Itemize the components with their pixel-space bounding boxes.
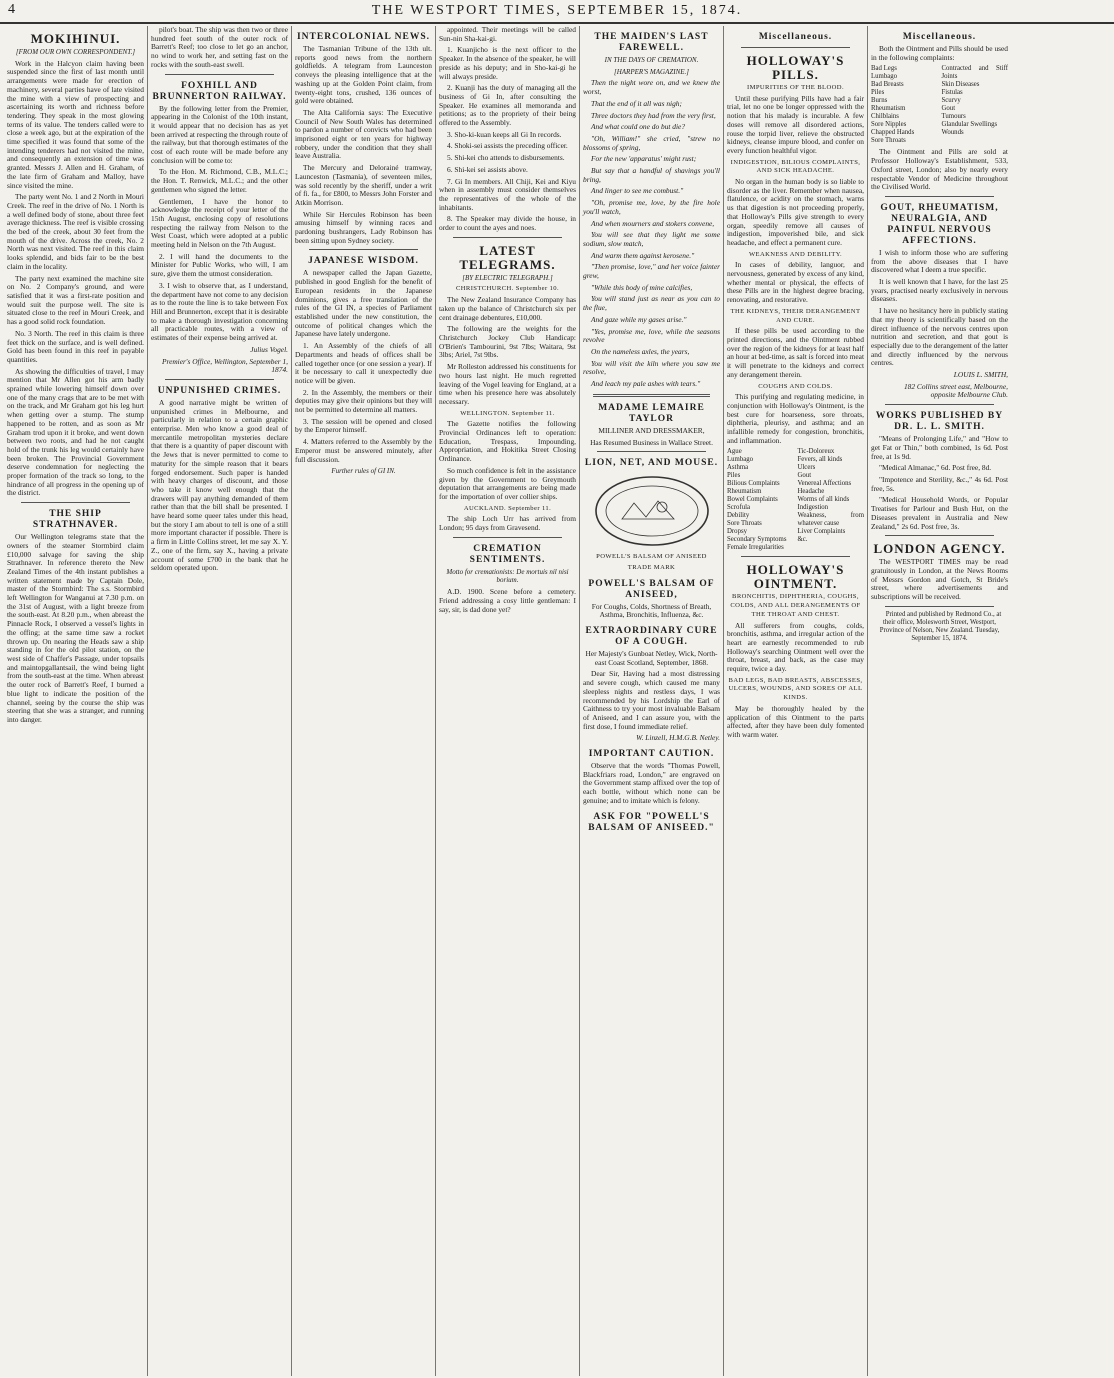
- advert-subheading: IMPURITIES OF THE BLOOD.: [746, 84, 845, 91]
- list-item: Scrofula: [727, 504, 751, 512]
- list-item: Sore Throats: [871, 137, 906, 145]
- poem-line: You will visit the kiln where you saw me resolve,: [583, 358, 720, 377]
- article-paragraph: The Tasmanian Tribune of the 13th ult. reports good news from the northern goldfields. A telegram from Launceston conveys the pleasing intelligence that at the washing up at the Golden Point claim, from twenty-eight tons, crushed, 136 ounces of gold were obtained.: [295, 44, 432, 106]
- advert-text: Her Majesty's Gunboat Netley, Wick, North-east Coast Scotland, September, 1868.: [585, 649, 718, 667]
- list-item: Indigestion: [797, 504, 829, 512]
- poem-line: "Oh, William!" she cried, "strew no blossoms of spring,: [583, 133, 720, 152]
- page-number: 4: [8, 2, 15, 17]
- list-item: Gout: [941, 105, 956, 113]
- advert-text: This purifying and regulating medicine, in conjunction with Holloway's Ointment, is the best cure for hoarseness, sore throats, diphtheria, pleurisy, and asthma; and an infallible remedy for congestion, bronchitis, and inflammation.: [727, 392, 864, 445]
- advert-text: Until these purifying Pills have had a fair trial, let no one be longer oppressed with the notion that his malady is incurable. A few doses will remove all disordered actions, rouse the torpid liver, relieve the obstructed kidneys, cleanse impure blood, and confer on every function healthful vigor.: [727, 93, 864, 155]
- poem-line: "Then promise, love," and her voice fainter grew,: [583, 262, 720, 281]
- poem-line: And leach my pale ashes with tears.": [591, 379, 701, 389]
- article-paragraph: Gentlemen, I have the honor to acknowledge the receipt of your letter of the 15th August, enclosing copy of resolutions respecting the railway from Nelson to the West Coast, which were adopted at a public meeting held in Nelson on the 7th August.: [151, 196, 288, 250]
- page-title: THE WESTPORT TIMES, SEPTEMBER 15, 1874.: [371, 3, 743, 18]
- section-heading: Miscellaneous.: [758, 32, 833, 42]
- advert-text: Both the Ointment and Pills should be used in the following complaints:: [871, 44, 1008, 62]
- list-item: Female Irregularities: [727, 544, 784, 552]
- list-item: Lumbago: [871, 73, 898, 81]
- article-subheading: Further rules of GI IN.: [331, 467, 396, 476]
- divider: [453, 537, 562, 538]
- advert-subheading: BRONCHITIS, DIPHTHERIA, COUGHS, COLDS, AND ALL DERANGEMENTS OF THE THROAT AND CHEST.: [730, 593, 861, 618]
- advert-text: No organ in the human body is so liable to disorder as the liver. Remember when nausea, flatulence, or acidity on the stomach, warns us that digestion is not proceeding properly, that Holloway's Pills give strength to every organ, speedily remove all causes of indigestion, impoverished bile, and sick headache, and effect a permanent cure.: [727, 177, 864, 247]
- poem-line: "Oh, promise me, love, by the fire hole you'll watch,: [583, 198, 720, 216]
- divider: [165, 379, 274, 380]
- list-item: Secondary Symptoms: [727, 536, 787, 544]
- divider: [885, 535, 994, 536]
- article-paragraph: 4. Shoki-sei assists the preceding officer.: [447, 141, 568, 151]
- article-paragraph: To the Hon. M. Richmond, C.B., M.L.C.; the Hon. T. Renwick, M.L.C.; and the other gentlemen who signed the letter.: [151, 167, 288, 194]
- article-paragraph: A good narrative might be written of unpunished crimes in Melbourne, and particularly in relation to a certain graphic enterprise. Men who know a good deal of mercantile metropolitan mysteries declare that there is a quantity of paper discount with the Jews that is never permitted to come to maturity for the simple reason that it bears forged endorsement. Such paper is handed with heavy charges of discount, and those who take it know well enough that the drawers will pay anything demanded of them rather than that the bill shall be presented. I have heard some queer tales under this head, but the story I am about to tell is one of a still more important character if possible. There is a firm in Little Collins street, let me say X. Y. Z., one of the firm, say X., having a private account of some £700 in the bank that he seldom operated upon.: [151, 397, 288, 573]
- section-heading: Miscellaneous.: [902, 32, 977, 42]
- article-paragraph: 3. I wish to observe that, as I understand, the department have not come to any decision as to the route the line is to take between Fox Hill and Brunnerton, except that it is desirable to make a thorough investigation concerning all practicable routes, with a view of estimates of their expense being arrived at.: [151, 280, 288, 343]
- divider: [885, 606, 994, 607]
- article-paragraph: The New Zealand Insurance Company has taken up the balance of Christchurch six per cent drainage debentures, £10,000.: [439, 295, 576, 322]
- divider: [165, 74, 274, 75]
- article-paragraph: The party went No. 1 and 2 North in Mouri Creek. The reef in the drive of No. 1 North is a well defined body of stone, about three feet average thickness. The reef is visible crossing the bed of the creek, about 30 feet from the mouth of the drive. Across the creek, No. 2 North was next visited. The reef in this claim looks splendid, and bids fair to be the best claim in the locality.: [7, 192, 144, 271]
- poem-line: But say that a handful of shavings you'll bring,: [583, 166, 720, 184]
- article-heading: FOXHILL AND BRUNNERTON RAILWAY.: [152, 80, 287, 102]
- column-5: [580, 26, 724, 1376]
- list-item: Bilious Complaints: [727, 480, 780, 488]
- list-item: Wounds: [941, 129, 964, 137]
- advert-heading: LONDON AGENCY.: [873, 541, 1006, 557]
- divider: [741, 556, 850, 557]
- list-item: Skin Diseases: [941, 81, 980, 89]
- list-item: Sore Throats: [727, 520, 762, 528]
- poem-line: For the new 'apparatus' might rust;: [591, 154, 697, 164]
- article-paragraph: Our Wellington telegrams state that the owners of the steamer Stormbird claim £10,000 salvage for saving the ship Strathnaver. In reference thereto the New Zealand Times of the 4th instant publishes a written statement made by Captain Dole, master of the Stormbird: The s.s. Stormbird left Wellington for Wanganui at 7.30 p.m. on the 31st of August, with a light breeze from the south-east. At 8.20 p.m., when abreast the Pinnacle Rock, I observed a vessel's lights in the offing; at the same time saw a rocket thrown up. On nearing the Heads saw a ship standing in for the old pilot station, on the west side of Chaffer's Passage, under topsails and maintopgallantsail, the wind being light from the south-east at the time. When abreast the outer rock of Barrett's Reef, I burned a blue light to indicate the position of the channel, seeing by the course the ship was steering that she was a stranger, and running into danger.: [7, 532, 144, 724]
- list-item: Burns: [871, 97, 888, 105]
- advert-text: In cases of debility, languor, and nervousness, generated by excess of any kind, whether mental or physical, the effects of these Pills are in the highest degree bracing, renovating, and restorative.: [727, 260, 864, 305]
- article-paragraph: appointed. Their meetings will be called Sun-nin Sha-kai-gi.: [439, 26, 576, 43]
- imprint: Printed and published by Redmond Co., at their office, Molesworth Street, Westport, Province of Nelson, New Zealand. Tuesday, September 15, 1874.: [879, 610, 1002, 642]
- column-1: [4, 26, 148, 1376]
- advert-heading: MADAME LEMAIRE TAYLOR: [598, 402, 705, 424]
- divider: [597, 451, 706, 452]
- advert-text: "Means of Prolonging Life," and "How to get Fat or Thin," both combined, 1s 6d. Post free, at 1s 9d.: [871, 434, 1008, 461]
- poem-line: You will stand just as near as you can to the flue,: [583, 294, 720, 313]
- column-4: [436, 26, 580, 1376]
- list-item: Lumbago: [727, 456, 754, 464]
- advert-text: The WESTPORT TIMES may be read gratuitously in London, at the News Rooms of Messrs Gordon and Gotch, St Bride's street, where advertisements and subscriptions will be received.: [871, 557, 1008, 602]
- divider: [741, 47, 850, 48]
- list-item: Contracted and Stiff Joints: [941, 65, 1008, 81]
- advert-text: "Medical Household Words, or Popular Treatises for Parlour and Bush Hut, on the Diseases prevalent in Australia and New Zealand," 2s 6d. Post free, 3s.: [871, 495, 1008, 531]
- article-paragraph: 4. Matters referred to the Assembly by the Emperor must be answered minutely, after full discussion.: [295, 437, 432, 464]
- article-paragraph: 5. Shi-kei cho attends to disbursements.: [447, 153, 565, 163]
- poem-line: "While this body of mine calcifies,: [591, 282, 693, 292]
- advert-heading: HOLLOWAY'S OINTMENT.: [746, 562, 845, 592]
- article-paragraph: While Sir Hercules Robinson has been amusing himself by winning races and pardoning bushrangers, Lady Robinson has been sitting upon Sydney society.: [295, 209, 432, 245]
- advert-text: It is well known that I have, for the last 25 years, practised nearly exclusively in nervous diseases.: [871, 277, 1008, 304]
- advert-heading: ASK FOR "POWELL'S BALSAM OF ANISEED.": [588, 811, 715, 833]
- article-paragraph: 1. An Assembly of the chiefs of all Departments and heads of offices shall be called together once (or one session a year). If it be necessary to call it unexpectedly due notice will be given.: [295, 341, 432, 385]
- balsam-seal-icon: [592, 473, 712, 549]
- article-paragraph: So much confidence is felt in the assistance given by the Government to Greymouth deputation that arrangements are being made for the importation of over collier ships.: [439, 465, 576, 501]
- columns: [4, 26, 1110, 1376]
- list-item: Piles: [727, 472, 741, 480]
- poem-line: And what could one do but die?: [591, 122, 686, 132]
- divider: [593, 394, 710, 397]
- divider: [21, 502, 130, 503]
- list-item: Venereal Affections: [797, 480, 852, 488]
- article-paragraph: 3. The session will be opened and closed by the Emperor himself.: [295, 416, 432, 435]
- list-item: Dropsy: [727, 528, 748, 536]
- article-paragraph: 7. Gi In members. All Chiji, Kei and Kiyu when in assembly must consider themselves the representatives of the whole of the inhabitants.: [439, 176, 576, 212]
- advert-text: I wish to inform those who are suffering from the above diseases that I have discovered what I deem a true specific.: [871, 247, 1008, 275]
- list-item: Fevers, all kinds: [797, 456, 843, 464]
- divider: [309, 249, 418, 250]
- list-item: Bad Breasts: [871, 81, 904, 89]
- advert-subheading: THE KIDNEYS, THEIR DERANGEMENT AND CURE.: [730, 307, 861, 324]
- article-heading: JAPANESE WISDOM.: [308, 256, 419, 267]
- dateline: CHRISTCHURCH. September 10.: [455, 285, 560, 293]
- signature: LOUIS L. SMITH,: [953, 370, 1008, 380]
- advert-subheading: COUGHS AND COLDS.: [758, 382, 833, 390]
- column-7: [868, 26, 1011, 1376]
- advert-text: For Coughs, Colds, Shortness of Breath, Asthma, Bronchitis, Influenza, &c.: [591, 601, 712, 620]
- advert-heading: HOLLOWAY'S PILLS.: [746, 53, 845, 82]
- poem-source: [HARPER'S MAGAZINE.]: [614, 67, 689, 76]
- list-item: Ulcers: [797, 464, 816, 472]
- list-item: Debility: [727, 512, 750, 520]
- article-heading: MOKIHINUI.: [30, 31, 121, 46]
- advert-text: If these pills be used according to the printed directions, and the Ointment rubbed over the region of the kidneys for at least half an hour at bed-time, as salt is forced into meat it will penetrate to the kidneys and correct any derangement therein.: [727, 326, 864, 379]
- list-item: Ague: [727, 448, 742, 456]
- dateline: AUCKLAND. September 11.: [463, 504, 552, 512]
- divider: [885, 404, 994, 405]
- article-paragraph: No. 3 North. The reef in this claim is three feet thick on the surface, and is well defined. Gold has been found in this reef in payable quantities.: [7, 328, 144, 364]
- seal-trademark: TRADE MARK: [627, 563, 676, 571]
- list-item: Scurvy: [941, 97, 961, 105]
- article-subheading: [BY ELECTRIC TELEGRAPH.]: [462, 273, 553, 282]
- list-item: Chapped Hands: [871, 129, 915, 137]
- advert-text: The Ointment and Pills are sold at Professor Holloway's Establishment, 533, Oxford street, London; also by nearly every respectable Vendor of Medicine throughout the Civilised World.: [871, 147, 1008, 192]
- advert-text: "Impotence and Sterility, &c.," 4s 6d. Post free, 5s.: [871, 474, 1008, 493]
- list-item: Tic-Doloreux: [797, 448, 835, 456]
- advert-subheading: WEAKNESS AND DEBILITY.: [748, 250, 843, 258]
- article-heading: THE SHIP STRATHNAVER.: [32, 509, 119, 531]
- list-item: &c.: [797, 536, 808, 544]
- dateline: WELLINGTON. September 11.: [460, 409, 555, 417]
- advert-heading: IMPORTANT CAUTION.: [588, 749, 715, 760]
- poem-subheading: IN THE DAYS OF CREMATION.: [604, 56, 699, 64]
- article-paragraph: pilot's boat. The ship was then two or three hundred feet south of the outer rock of Barrett's Reef; too close to let go an anchor, no wind to work her, and setting fast on the rocks with the south-east swell.: [151, 26, 288, 69]
- article-subheading: Motto for cremationists: De mortuis nil nisi borium.: [446, 567, 569, 585]
- advert-heading: POWELL'S BALSAM OF ANISEED,: [588, 578, 715, 600]
- poem-line: And linger to see me combust.": [591, 186, 684, 196]
- list-item: Rheumatism: [871, 105, 906, 113]
- list-item: Rheumatism: [727, 488, 762, 496]
- poem-line: Three doctors they had from the very first,: [591, 110, 716, 120]
- poem-line: And warm them against kerosene.": [591, 250, 695, 260]
- advert-text: Dear Sir, Having had a most distressing and severe cough, which caused me many sleepless nights and restless days, I was recommended by his Lordship the Earl of Caithness to try your most invaluable Balsam of Aniseed, and I can assure you, with the first dose, I found immediate relief.: [583, 669, 720, 731]
- article-heading: LATEST TELEGRAMS.: [459, 242, 556, 272]
- advert-text: I have no hesitancy here in publicly stating that my theory is scientifically based on the direct influence of the nervous centres upon nutrition and secretion, and that gout is especially due to the derangement of the latter and directly influenced by the nervous centres.: [871, 306, 1008, 368]
- seal-inscription: POWELL'S BALSAM OF ANISEED: [596, 553, 707, 561]
- divider: [885, 196, 994, 197]
- advert-heading: WORKS PUBLISHED BY DR. L. L. SMITH.: [875, 411, 1004, 433]
- advert-text: Has Resumed Business in Wallace Street.: [590, 437, 713, 447]
- article-paragraph: The ship Loch Urr has arrived from London; 95 days from Gravesend.: [439, 514, 576, 533]
- advert-heading: EXTRAORDINARY CURE OF A COUGH.: [585, 626, 718, 648]
- advert-heading: GOUT, RHEUMATISM, NEURALGIA, AND PAINFUL NERVOUS AFFECTIONS.: [880, 202, 999, 246]
- article-paragraph: 8. The Speaker may divide the house, in order to count the ayes and noes.: [439, 214, 576, 233]
- article-paragraph: The party next examined the machine site on No. 2 Company's ground, and were satisfied that it was a first-rate position and would suit the purpose well. The site is situated close to the reef in Mouri Creek, and has a good solid rock foundation.: [7, 273, 144, 327]
- article-paragraph: The Mercury and Delorainé tramway, Launceston (Tasmania), of seventeen miles, was sold recently by the sheriff, under a writ of fi. fa., for £800, to Messrs John Forster and Atkin Morrison.: [295, 163, 432, 207]
- poem-heading: THE MAIDEN'S LAST FAREWELL.: [594, 32, 709, 53]
- list-item: Tumours: [941, 113, 966, 121]
- column-3: [292, 26, 436, 1376]
- signature: Julius Vogel.: [250, 344, 288, 354]
- list-item: Liver Complaints: [797, 528, 846, 536]
- article-paragraph: A.D. 1900. Scene before a cemetery. Friend addressing a cosy little gentleman: I say, sir, is dad done yet?: [439, 587, 576, 614]
- article-paragraph: 6. Shi-kei sei assists above.: [447, 164, 528, 174]
- complaint-list: [871, 65, 1008, 145]
- list-item: Chilblains: [871, 113, 899, 121]
- article-paragraph: A newspaper called the Japan Gazette, published in good English for the benefit of European residents in the Japanese dominions, gives a free translation of the rules of the GI IN, a species of Parliament established under the new constitution, the outcome of political changes which the Japanese have lately undergone.: [295, 268, 432, 339]
- signature-address: 182 Collins street east, Melbourne, opposite Melbourne Club.: [903, 381, 1008, 400]
- article-paragraph: Mr Rolleston addressed his constituents for two hours last night. He much regretted leaving of the Vogel leaving for England, at a time when his presence here was absolutely necessary.: [439, 362, 576, 406]
- advert-text: Observe that the words "Thomas Powell, Blackfriars road, London," are engraved on the Government stamp affixed over the top of each bottle, without which none can be genuine; and to imitate which is felony.: [583, 761, 720, 805]
- poem-line: And gaze while my gases arise.": [591, 314, 687, 324]
- article-paragraph: The Alta California says: The Executive Council of New South Wales has determined to pardon a number of convicts who had been imprisoned eight or ten years for highway robbery, under the condition that they shall leave Australia.: [295, 107, 432, 161]
- divider: [453, 237, 562, 238]
- complaint-list: [727, 448, 864, 552]
- list-item: Fistulas: [941, 89, 963, 97]
- advert-subheading: INDIGESTION, BILIOUS COMPLAINTS, AND SICK HEADACHE.: [730, 158, 861, 175]
- article-paragraph: 2. I will hand the documents to the Minister for Public Works, who will, I am sure, give them the utmost consideration.: [151, 251, 288, 279]
- list-item: Asthma: [727, 464, 749, 472]
- list-item: Headache: [797, 488, 825, 496]
- advert-text: All sufferers from coughs, colds, bronchitis, asthma, and irregular action of the heart are earnestly recommended to rub Holloway's searching Ointment well over the throat, breast, and back, as the case may require, twice a day.: [727, 620, 864, 674]
- poem-line: On the nameless axles, the years,: [591, 346, 690, 356]
- signature-dateline: Premier's Office, Wellington, September 1, 1874.: [161, 356, 288, 375]
- advert-subheading: BAD LEGS, BAD BREASTS, ABSCESSES, ULCERS, WOUNDS, AND SORES OF ALL KINDS.: [728, 676, 863, 702]
- poem-line: And when mourners and stokers convene,: [591, 218, 715, 228]
- article-heading: INTERCOLONIAL NEWS.: [296, 32, 431, 42]
- signature: W. Linzell, H.M.G.B. Netley.: [636, 733, 720, 743]
- list-item: Piles: [871, 89, 885, 97]
- list-item: Worms of all kinds: [797, 496, 850, 504]
- article-heading: CREMATION SENTIMENTS.: [469, 543, 546, 565]
- article-heading: UNPUNISHED CRIMES.: [157, 385, 282, 396]
- article-paragraph: 2. In the Assembly, the members or their deputies may give their opinions but they will not be permitted to determine all matters.: [295, 387, 432, 415]
- advert-heading: LION, NET, AND MOUSE.: [584, 458, 719, 469]
- advert-text: MILLINER AND DRESSMAKER,: [598, 425, 705, 435]
- article-paragraph: As showing the difficulties of travel, I may mention that Mr Allen got his arm badly sprained while lowering himself down over one of the many crags that are to be met with on the track, and Mr Graham got his leg hurt when getting over a stump. The stump happened to be rotten, and as soon as Mr Graham trod upon it it broke, and went down between two roots, and had he not caught hold of the trunk his leg would certainly have been broken. The Provincial Government deserve condemnation for neglecting the proper formation of the track so long, to the hindrance of all progress in the opening up of the district.: [7, 366, 144, 498]
- list-item: Sore Nipples: [871, 121, 907, 129]
- masthead: [0, 0, 1114, 24]
- article-paragraph: The following are the weights for the Christchurch Jockey Club Handicap: O'Brien's Tambourini, 9st 7lbs; Waitara, 9st 3lbs; Ariel, 7st 9lbs.: [439, 324, 576, 360]
- article-paragraph: By the following letter from the Premier, appearing in the Colonist of the 10th instant, it would appear that no decision has as yet been arrived at respecting the through route of the railway, but that thorough estimates of the cost of each route will be made before any conclusion will be come to:: [151, 103, 288, 165]
- article-paragraph: 3. Sho-ki-kuan keeps all Gi In records.: [447, 129, 562, 139]
- advert-text: May be thoroughly healed by the application of this Ointment to the parts affected, after they have been duly fomented with warm water.: [727, 703, 864, 739]
- list-item: Bad Legs: [871, 65, 897, 73]
- list-item: Bowel Complaints: [727, 496, 778, 504]
- list-item: Glandular Swellings: [941, 121, 998, 129]
- poem-line: "Yes, promise me, love, while the seasons revolve: [583, 326, 720, 345]
- article-paragraph: The Gazette notifies the following Provincial Ordinances left to operation: Education, Trespass, Impounding, Appropriation, and Hokitika Street Closing Ordinance.: [439, 419, 576, 464]
- column-6: [724, 26, 868, 1376]
- article-subheading: [FROM OUR OWN CORRESPONDENT.]: [15, 48, 136, 56]
- column-2: [148, 26, 292, 1376]
- advert-text: "Medical Almanac," 6d. Post free, 8d.: [879, 463, 992, 473]
- article-paragraph: 2. Kuanji has the duty of managing all the business of Gi In, after consulting the Speaker. He examines all memoranda and petitions; as to the propriety of their being offered to the Assembly.: [439, 83, 576, 128]
- article-paragraph: 1. Kuanjicho is the next officer to the Speaker. In the absence of the speaker, he will preside as his deputy; and in Sho-kai-gi he will always preside.: [439, 45, 576, 81]
- poem-line: That the end of it all was nigh;: [591, 98, 682, 108]
- poem-line: You will see that they light me some sodium, slow match,: [583, 230, 720, 248]
- list-item: Gout: [797, 472, 812, 480]
- article-paragraph: Work in the Halcyon claim having been suspended since the first of last month until arrangements were made for erection of machinery, several parties have of late visited the mine with a view of prospecting and ascertaining its worth and richness before tendering. They speak in the most glowing terms of its value. The tenders called were to close a week ago, but at the expiration of the time specified it was found that some of the intending tenderers had not visited the mine, and consequently an extension of time was granted. Messrs J. Allen and H. Graham, of the late firm of Graham and Malloy, have since visited the mine.: [7, 58, 144, 190]
- poem-line: Then the night wore on, and we knew the worst,: [583, 78, 720, 97]
- list-item: Weakness, from whatever cause: [797, 512, 864, 528]
